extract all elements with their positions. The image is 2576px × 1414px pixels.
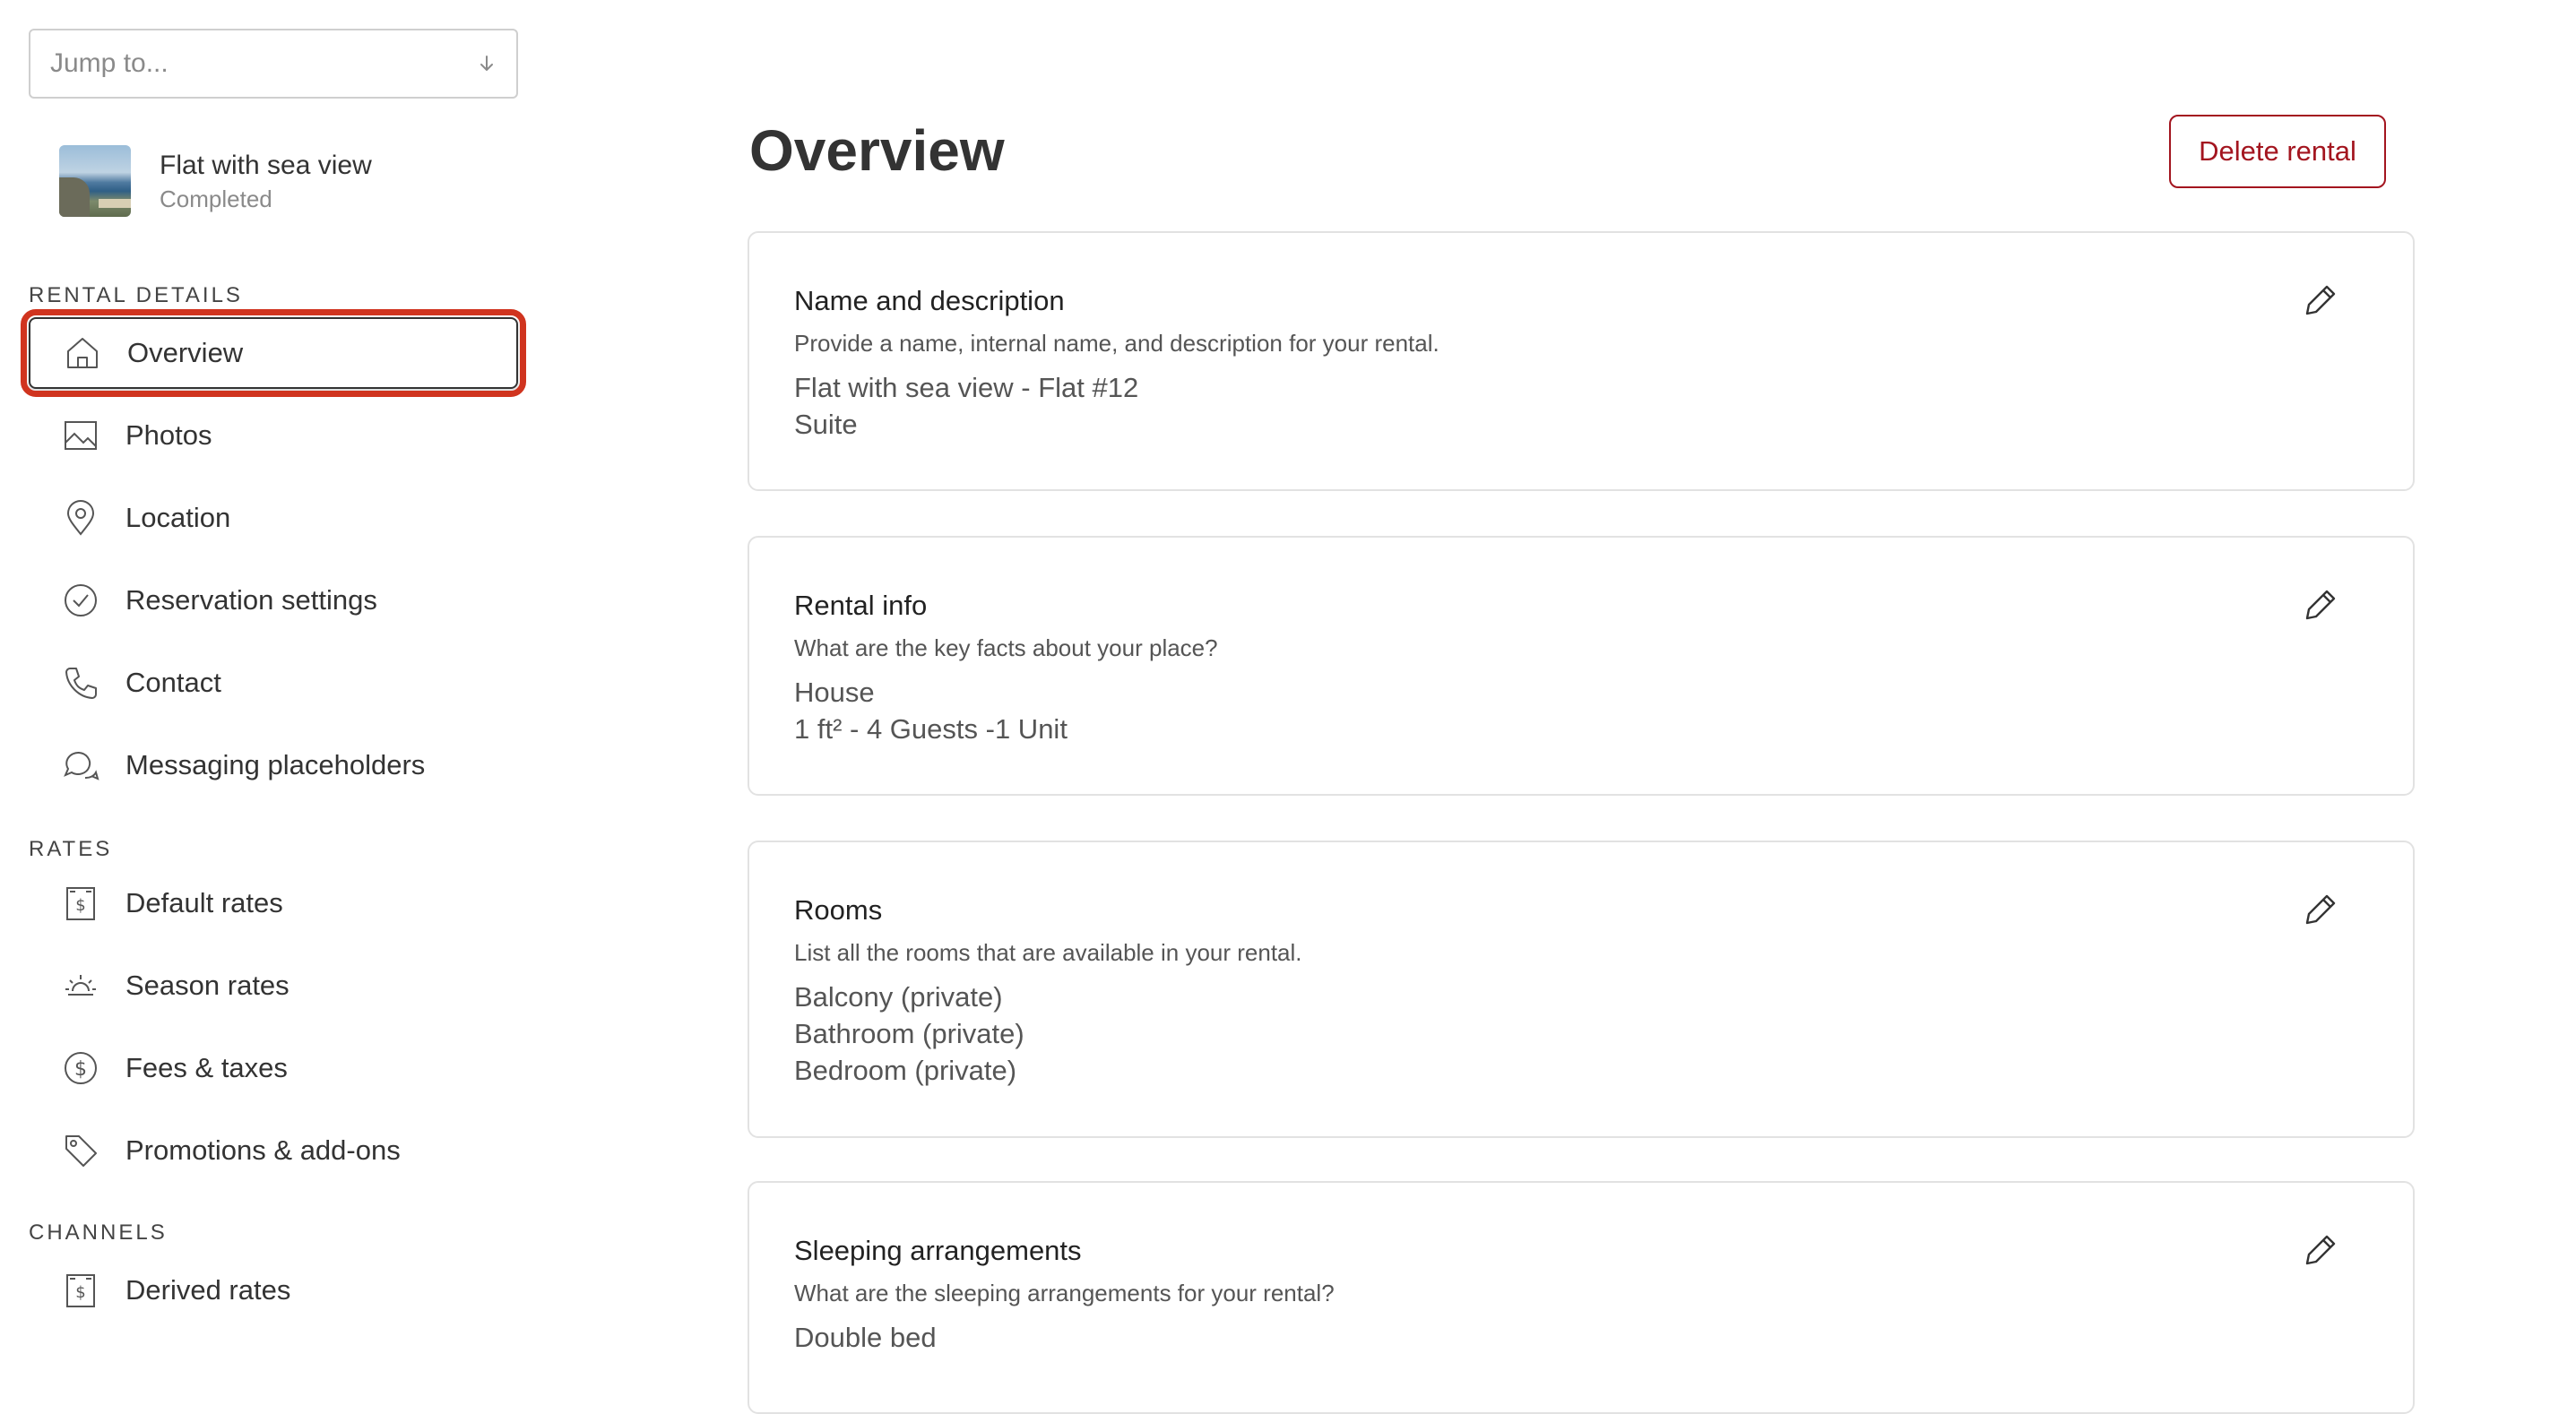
rental-status: Completed <box>160 185 272 212</box>
rental-header <box>59 145 372 217</box>
card-subtitle: List all the rooms that are available in your rental. <box>794 939 1302 966</box>
sidebar-item-fees-taxes[interactable] <box>29 1032 518 1104</box>
map-pin-icon <box>61 498 100 538</box>
sidebar-item-label: Promotions & add-ons <box>125 1134 401 1166</box>
card-values <box>794 1319 937 1356</box>
card-title: Rooms <box>794 894 883 926</box>
price-list-icon <box>61 1271 100 1310</box>
card-rental-info <box>748 536 2415 796</box>
sidebar-item-label: Photos <box>125 419 212 451</box>
card-rooms <box>748 841 2415 1138</box>
card-value: Flat with sea view - Flat #12 <box>794 372 1139 403</box>
sidebar-item-contact[interactable] <box>29 647 518 719</box>
pencil-icon[interactable] <box>2298 1229 2341 1272</box>
card-sleeping-arrangements <box>748 1181 2415 1414</box>
card-title: Name and description <box>794 285 1065 316</box>
card-value: Suite <box>794 409 858 440</box>
sidebar-item-messaging-placeholders[interactable] <box>29 729 518 801</box>
card-title: Sleeping arrangements <box>794 1235 1082 1266</box>
card-subtitle: Provide a name, internal name, and description for your rental. <box>794 330 1439 357</box>
page-title: Overview <box>749 118 1005 183</box>
sidebar-item-label: Reservation settings <box>125 584 377 616</box>
card-value: House <box>794 677 875 708</box>
jump-to-select[interactable] <box>29 29 518 99</box>
jump-to-placeholder: Jump to... <box>50 48 169 78</box>
price-list-icon <box>61 884 100 923</box>
svg-text:$: $ <box>75 1283 86 1302</box>
pencil-icon[interactable] <box>2298 889 2341 932</box>
sidebar-item-label: Default rates <box>125 887 283 918</box>
card-value: Bedroom (private) <box>794 1055 1017 1086</box>
card-title: Rental info <box>794 590 928 621</box>
sidebar-item-promotions[interactable] <box>29 1115 518 1186</box>
sidebar-item-label: Location <box>125 502 231 533</box>
pencil-icon[interactable] <box>2298 584 2341 627</box>
card-values <box>794 979 1024 1089</box>
arrow-down-icon <box>477 54 497 73</box>
sidebar-item-reservation-settings[interactable] <box>29 565 518 636</box>
sidebar-item-photos[interactable] <box>29 400 518 471</box>
sidebar-item-derived-rates[interactable] <box>29 1254 518 1326</box>
delete-rental-button[interactable]: Delete rental <box>2169 115 2386 188</box>
card-values <box>794 369 1138 443</box>
sidebar-item-label: Contact <box>125 667 221 698</box>
section-label-rental-details: RENTAL DETAILS <box>29 283 243 307</box>
sun-icon <box>61 966 100 1005</box>
card-values <box>794 674 1068 747</box>
image-icon <box>61 416 100 455</box>
card-value: Bathroom (private) <box>794 1018 1024 1049</box>
card-value: 1 ft² - 4 Guests -1 Unit <box>794 713 1068 745</box>
home-icon <box>63 333 102 373</box>
rental-thumbnail <box>59 145 131 217</box>
chat-icon <box>61 746 100 785</box>
sidebar-item-label: Fees & taxes <box>125 1052 288 1083</box>
sidebar-item-label: Season rates <box>125 970 290 1001</box>
sidebar-item-season-rates[interactable] <box>29 950 518 1022</box>
card-name-description <box>748 231 2415 491</box>
svg-text:$: $ <box>74 1058 87 1081</box>
pencil-icon[interactable] <box>2298 280 2341 323</box>
sidebar-item-default-rates[interactable] <box>29 867 518 939</box>
sidebar-item-label: Messaging placeholders <box>125 749 426 780</box>
card-value: Double bed <box>794 1322 937 1353</box>
card-subtitle: What are the key facts about your place? <box>794 634 1218 661</box>
phone-icon <box>61 663 100 703</box>
section-label-rates: RATES <box>29 837 113 861</box>
card-value: Balcony (private) <box>794 981 1003 1013</box>
sidebar-item-label: Derived rates <box>125 1274 291 1306</box>
svg-text:$: $ <box>75 896 86 915</box>
section-label-channels: CHANNELS <box>29 1220 168 1245</box>
check-circle-icon <box>61 581 100 620</box>
rental-name: Flat with sea view <box>160 151 372 180</box>
sidebar-item-overview[interactable] <box>29 317 518 389</box>
dollar-circle-icon <box>61 1048 100 1088</box>
sidebar-item-location[interactable] <box>29 482 518 554</box>
card-subtitle: What are the sleeping arrangements for your rental? <box>794 1280 1335 1306</box>
sidebar-item-label: Overview <box>127 337 244 368</box>
tag-icon <box>61 1131 100 1170</box>
